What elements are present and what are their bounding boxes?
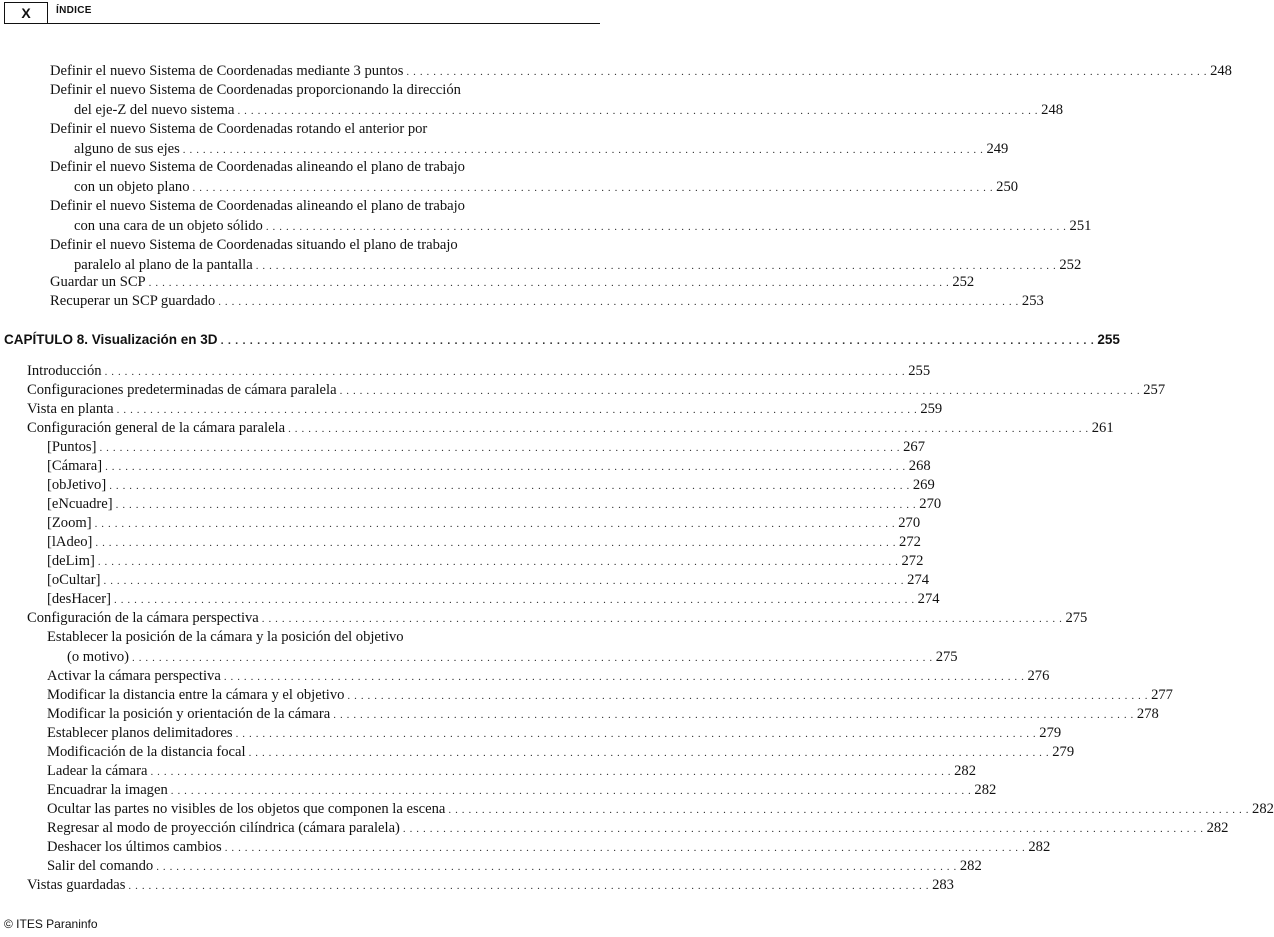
page-number: 276	[1027, 668, 1050, 684]
toc-entry	[50, 273, 975, 293]
toc-entry	[47, 628, 958, 667]
toc-entry	[47, 705, 1159, 725]
entry-title-line: Modificar la distancia entre la cámara y el objetivo	[47, 687, 345, 703]
dot-leader: . . . . . . . . . . . . . . . . . . . . . . . . . . . . . . . . . . . . . . . . . . . . . . . . . . . . . . . . . . . . . . . . . . . . . . . . . . . . . . . . . . . . . . . . . . . . . . . . . . . . . . . . . . . . . . . . . . . . . . . .	[156, 861, 957, 873]
dot-leader: . . . . . . . . . . . . . . . . . . . . . . . . . . . . . . . . . . . . . . . . . . . . . . . . . . . . . . . . . . . . . . . . . . . . . . . . . . . . . . . . . . . . . . . . . . . . . . . . . . . . . . . . . . . . . . . . . . . . . . . .	[402, 823, 1204, 835]
dot-leader: . . . . . . . . . . . . . . . . . . . . . . . . . . . . . . . . . . . . . . . . . . . . . . . . . . . . . . . . . . . . . . . . . . . . . . . . . . . . . . . . . . . . . . . . . . . . . . . . . . . . . . . . . . . . . . . . . . . . . . . .	[170, 785, 972, 797]
dot-leader: . . . . . . . . . . . . . . . . . . . . . . . . . . . . . . . . . . . . . . . . . . . . . . . . . . . . . . . . . . . . . . . . . . . . . . . . . . . . . . . . . . . . . . . . . . . . . . . . . . . . . . . . . . . . . . . . . . . . . . . .	[448, 804, 1250, 816]
entry-title-line: Definir el nuevo Sistema de Coordenadas situando el plano de trabajo	[50, 237, 458, 253]
entry-title-line: Definir el nuevo Sistema de Coordenadas rotando el anterior por	[50, 121, 428, 137]
page-number: 278	[1136, 706, 1159, 722]
entry-title-line: Modificación de la distancia focal	[47, 744, 246, 760]
toc-entry	[50, 120, 1009, 159]
toc-entry	[27, 876, 954, 896]
dot-leader: . . . . . . . . . . . . . . . . . . . . . . . . . . . . . . . . . . . . . . . . . . . . . . . . . . . . . . . . . . . . . . . . . . . . . . . . . . . . . . . . . . . . . . . . . . . . . . . . . . . . . . . . . . . . . . . . . . . . . . . .	[192, 181, 994, 194]
entry-title-line: [desHacer]	[47, 591, 112, 607]
page-number: 248	[1041, 101, 1064, 118]
dot-leader: . . . . . . . . . . . . . . . . . . . . . . . . . . . . . . . . . . . . . . . . . . . . . . . . . . . . . . . . . . . . . . . . . . . . . . . . . . . . . . . . . . . . . . . . . . . . . . . . . . . . . . . . . . . . . . . . . . . . . . . .	[114, 594, 915, 606]
entry-title-line: Ladear la cámara	[47, 763, 148, 779]
entry-title-line: Definir el nuevo Sistema de Coordenadas mediante 3 puntos	[50, 63, 404, 79]
toc-entry	[47, 533, 921, 553]
page-number: 282	[959, 858, 982, 874]
dot-leader: . . . . . . . . . . . . . . . . . . . . . . . . . . . . . . . . . . . . . . . . . . . . . . . . . . . . . . . . . . . . . . . . . . . . . . . . . . . . . . . . . . . . . . . . . . . . . . . . . . . . . . . . . . . . . . . . . . . . . . . .	[237, 104, 1039, 117]
entry-title-line: [Zoom]	[47, 515, 92, 531]
entry-title-line: (o motivo)	[67, 648, 130, 665]
page-number: 250	[996, 178, 1019, 195]
page-label: X	[21, 5, 31, 21]
page-number: 269	[912, 477, 935, 493]
dot-leader: . . . . . . . . . . . . . . . . . . . . . . . . . . . . . . . . . . . . . . . . . . . . . . . . . . . . . . . . . . . . . . . . . . . . . . . . . . . . . . . . . . . . . . . . . . . . . . . . . . . . . . . . . . . . . . . . . . . . . . . .	[95, 537, 897, 549]
dot-leader: . . . . . . . . . . . . . . . . . . . . . . . . . . . . . . . . . . . . . . . . . . . . . . . . . . . . . . . . . . . . . . . . . . . . . . . . . . . . . . . . . . . . . . . . . . . . . . . . . . . . . . . . . . . . . . . . . . . . . . . .	[116, 404, 918, 416]
dot-leader: . . . . . . . . . . . . . . . . . . . . . . . . . . . . . . . . . . . . . . . . . . . . . . . . . . . . . . . . . . . . . . . . . . . . . . . . . . . . . . . . . . . . . . . . . . . . . . . . . . . . . . . . . . . . . . . . . . . . . . . .	[288, 423, 1089, 435]
chapter-heading	[4, 330, 1120, 350]
page-number: 252	[1059, 256, 1082, 273]
dot-leader: . . . . . . . . . . . . . . . . . . . . . . . . . . . . . . . . . . . . . . . . . . . . . . . . . . . . . . . . . . . . . . . . . . . . . . . . . . . . . . . . . . . . . . . . . . . . . . . . . . . . . . . . . . . . . . . . . . . . . . . .	[94, 518, 896, 530]
entry-title-line: Regresar al modo de proyección cilíndrica (cámara paralela)	[47, 820, 400, 836]
header-rule	[47, 23, 600, 24]
dot-leader: . . . . . . . . . . . . . . . . . . . . . . . . . . . . . . . . . . . . . . . . . . . . . . . . . . . . . . . . . . . . . . . . . . . . . . . . . . . . . . . . . . . . . . . . . . . . . . . . . . . . . . . . . . . . . . . . . . . . . . . .	[105, 461, 906, 473]
page-number: 279	[1039, 725, 1062, 741]
toc-entry	[50, 236, 1082, 275]
page-number: 261	[1091, 420, 1114, 436]
entry-title-line: Deshacer los últimos cambios	[47, 839, 222, 855]
entry-title-line: con un objeto plano	[74, 178, 190, 195]
page-number: 272	[901, 553, 924, 569]
toc-entry	[27, 381, 1166, 401]
toc-entry	[47, 590, 940, 610]
entry-title-line: Establecer la posición de la cámara y la posición del objetivo	[47, 629, 404, 645]
entry-title-line: [eNcuadre]	[47, 496, 113, 512]
page-number: 248	[1210, 63, 1232, 79]
dot-leader: . . . . . . . . . . . . . . . . . . . . . . . . . . . . . . . . . . . . . . . . . . . . . . . . . . . . . . . . . . . . . . . . . . . . . . . . . . . . . . . . . . . . . . . . . . . . . . . . . . . . . . . . . . . . . . . . . . . . . . . .	[103, 575, 905, 587]
dot-leader: . . . . . . . . . . . . . . . . . . . . . . . . . . . . . . . . . . . . . . . . . . . . . . . . . . . . . . . . . . . . . . . . . . . . . . . . . . . . . . . . . . . . . . . . . . . . . . . . . . . . . . . . . . . . . . . . . . . . . . . .	[347, 690, 1149, 702]
toc-entry	[27, 419, 1114, 439]
entry-title-line: [oCultar]	[47, 572, 101, 588]
page-number-box	[4, 2, 48, 24]
toc-entry	[50, 81, 1064, 120]
page-number: 253	[1021, 293, 1044, 309]
page-number: 251	[1069, 217, 1092, 234]
dot-leader: . . . . . . . . . . . . . . . . . . . . . . . . . . . . . . . . . . . . . . . . . . . . . . . . . . . . . . . . . . . . . . . . . . . . . . . . . . . . . . . . . . . . . . . . . . . . . . . . . . . . . . . . . . . . . . . . . . . . . . . .	[104, 366, 906, 378]
page-number: 252	[952, 274, 975, 290]
toc-entry	[47, 819, 1229, 839]
entry-title-line: paralelo al plano de la pantalla	[74, 256, 253, 273]
entry-title-line: Definir el nuevo Sistema de Coordenadas alineando el plano de trabajo	[50, 198, 465, 214]
entry-title-line: Recuperar un SCP guardado	[50, 293, 216, 309]
page-number: 279	[1052, 744, 1075, 760]
toc-entry	[47, 800, 1274, 820]
toc-entry	[50, 197, 1092, 236]
entry-title-line: [deLim]	[47, 553, 95, 569]
entry-title-line: alguno de sus ejes	[74, 140, 180, 157]
toc-entry	[50, 158, 1019, 197]
dot-leader: . . . . . . . . . . . . . . . . . . . . . . . . . . . . . . . . . . . . . . . . . . . . . . . . . . . . . . . . . . . . . . . . . . . . . . . . . . . . . . . . . . . . . . . . . . . . . . . . . . . . . . . . . . . . . . . . . . . . . . . .	[224, 842, 1026, 854]
entry-title-line: [Cámara]	[47, 458, 103, 474]
toc-entry	[47, 476, 935, 496]
page-number: 270	[898, 515, 921, 531]
toc-entry	[27, 362, 931, 382]
entry-title-line: [lAdeo]	[47, 534, 93, 550]
page-number: 257	[1143, 382, 1166, 398]
dot-leader: . . . . . . . . . . . . . . . . . . . . . . . . . . . . . . . . . . . . . . . . . . . . . . . . . . . . . . . . . . . . . . . . . . . . . . . . . . . . . . . . . . . . . . . . . . . . . . . . . . . . . . . . . . . . . . . . . . . . . . . .	[182, 143, 984, 156]
toc-entry	[50, 292, 1044, 312]
page-number: 272	[899, 534, 921, 550]
dot-leader: . . . . . . . . . . . . . . . . . . . . . . . . . . . . . . . . . . . . . . . . . . . . . . . . . . . . . . . . . . . . . . . . . . . . . . . . . . . . . . . . . . . . . . . . . . . . . . . . . . . . . . . . . . . . . . . . . . . . . . . .	[218, 296, 1019, 308]
page-number: 255	[908, 363, 931, 379]
toc-entry	[47, 781, 997, 801]
entry-title-line: Vistas guardadas	[27, 877, 126, 893]
entry-title-line: Configuración general de la cámara paralela	[27, 420, 286, 436]
page-number: 274	[917, 591, 940, 607]
toc-entry	[47, 724, 1062, 744]
toc-entry	[50, 62, 1232, 82]
entry-title-line: [Puntos]	[47, 439, 97, 455]
dot-leader: . . . . . . . . . . . . . . . . . . . . . . . . . . . . . . . . . . . . . . . . . . . . . . . . . . . . . . . . . . . . . . . . . . . . . . . . . . . . . . . . . . . . . . . . . . . . . . . . . . . . . . . . . . . . . . . . . . . . . . . .	[132, 651, 933, 664]
entry-title-line: CAPÍTULO 8. Visualización en 3D	[4, 332, 218, 347]
toc-entry	[47, 762, 977, 782]
page-number: 275	[935, 648, 958, 665]
entry-title-line: Guardar un SCP	[50, 274, 146, 290]
entry-title-line: Introducción	[27, 363, 102, 379]
toc-entry	[27, 400, 943, 420]
footer-copyright: © ITES Paraninfo	[4, 917, 98, 931]
page-number: 255	[1097, 332, 1120, 347]
page-number: 282	[1028, 839, 1051, 855]
dot-leader: . . . . . . . . . . . . . . . . . . . . . . . . . . . . . . . . . . . . . . . . . . . . . . . . . . . . . . . . . . . . . . . . . . . . . . . . . . . . . . . . . . . . . . . . . . . . . . . . . . . . . . . . . . . . . . . . . . . . . . . .	[115, 499, 917, 511]
entry-title-line: Establecer planos delimitadores	[47, 725, 233, 741]
toc-entry	[47, 514, 921, 534]
dot-leader: . . . . . . . . . . . . . . . . . . . . . . . . . . . . . . . . . . . . . . . . . . . . . . . . . . . . . . . . . . . . . . . . . . . . . . . . . . . . . . . . . . . . . . . . . . . . . . . . . . . . . . . . . . . . . . . . . . . . . . . .	[109, 480, 910, 492]
dot-leader: . . . . . . . . . . . . . . . . . . . . . . . . . . . . . . . . . . . . . . . . . . . . . . . . . . . . . . . . . . . . . . . . . . . . . . . . . . . . . . . . . . . . . . . . . . . . . . . . . . . . . . . . . . . . . . . . . . . . . . . .	[339, 385, 1141, 397]
page-number: 277	[1151, 687, 1173, 703]
page-number: 283	[932, 877, 954, 893]
dot-leader: . . . . . . . . . . . . . . . . . . . . . . . . . . . . . . . . . . . . . . . . . . . . . . . . . . . . . . . . . . . . . . . . . . . . . . . . . . . . . . . . . . . . . . . . . . . . . . . . . . . . . . . . . . . . . . . . . . . . . . . .	[150, 766, 952, 778]
page-number: 282	[954, 763, 977, 779]
toc-entry	[47, 686, 1173, 706]
dot-leader: . . . . . . . . . . . . . . . . . . . . . . . . . . . . . . . . . . . . . . . . . . . . . . . . . . . . . . . . . . . . . . . . . . . . . . . . . . . . . . . . . . . . . . . . . . . . . . . . . . . . . . . . . . . . . . . . . . . . . . . .	[261, 613, 1063, 625]
entry-title-line: Salir del comando	[47, 858, 154, 874]
dot-leader: . . . . . . . . . . . . . . . . . . . . . . . . . . . . . . . . . . . . . . . . . . . . . . . . . . . . . . . . . . . . . . . . . . . . . . . . . . . . . . . . . . . . . . . . . . . . . . . . . . . . . . . . . . . . . . . . . . . . . . . .	[265, 220, 1067, 233]
page-number: 274	[907, 572, 930, 588]
entry-title-line: Ocultar las partes no visibles de los objetos que componen la escena	[47, 801, 446, 817]
page-number: 282	[1206, 820, 1229, 836]
toc-entry	[27, 609, 1088, 629]
dot-leader: . . . . . . . . . . . . . . . . . . . . . . . . . . . . . . . . . . . . . . . . . . . . . . . . . . . . . . . . . . . . . . . . . . . . . . . . . . . . . . . . . . . . . . . . . . . . . . . . . . . . . . . . . . . . . . . . . . . . . . . .	[220, 335, 1095, 347]
dot-leader: . . . . . . . . . . . . . . . . . . . . . . . . . . . . . . . . . . . . . . . . . . . . . . . . . . . . . . . . . . . . . . . . . . . . . . . . . . . . . . . . . . . . . . . . . . . . . . . . . . . . . . . . . . . . . . . . . . . . . . . .	[235, 728, 1037, 740]
page-number: 268	[908, 458, 931, 474]
toc-entry	[47, 552, 924, 572]
dot-leader: . . . . . . . . . . . . . . . . . . . . . . . . . . . . . . . . . . . . . . . . . . . . . . . . . . . . . . . . . . . . . . . . . . . . . . . . . . . . . . . . . . . . . . . . . . . . . . . . . . . . . . . . . . . . . . . . . . . . . . . .	[248, 747, 1050, 759]
page-number: 270	[919, 496, 942, 512]
entry-title-line: Encuadrar la imagen	[47, 782, 168, 798]
toc-entry	[47, 857, 982, 877]
entry-title-line: Definir el nuevo Sistema de Coordenadas proporcionando la dirección	[50, 82, 461, 98]
page-number: 275	[1065, 610, 1088, 626]
toc-entry	[47, 438, 926, 458]
page-number: 282	[1252, 801, 1274, 817]
entry-title-line: Definir el nuevo Sistema de Coordenadas alineando el plano de trabajo	[50, 159, 465, 175]
dot-leader: . . . . . . . . . . . . . . . . . . . . . . . . . . . . . . . . . . . . . . . . . . . . . . . . . . . . . . . . . . . . . . . . . . . . . . . . . . . . . . . . . . . . . . . . . . . . . . . . . . . . . . . . . . . . . . . . . . . . . . . .	[97, 556, 899, 568]
toc-entry	[47, 743, 1075, 763]
toc-entry	[47, 457, 931, 477]
entry-title-line: Modificar la posición y orientación de la cámara	[47, 706, 331, 722]
entry-title-line: Configuración de la cámara perspectiva	[27, 610, 259, 626]
toc-entry	[47, 838, 1051, 858]
dot-leader: . . . . . . . . . . . . . . . . . . . . . . . . . . . . . . . . . . . . . . . . . . . . . . . . . . . . . . . . . . . . . . . . . . . . . . . . . . . . . . . . . . . . . . . . . . . . . . . . . . . . . . . . . . . . . . . . . . . . . . . .	[223, 671, 1025, 683]
entry-title-line: [obJetivo]	[47, 477, 107, 493]
entry-title-line: con una cara de un objeto sólido	[74, 217, 263, 234]
section-title: ÍNDICE	[56, 5, 92, 16]
dot-leader: . . . . . . . . . . . . . . . . . . . . . . . . . . . . . . . . . . . . . . . . . . . . . . . . . . . . . . . . . . . . . . . . . . . . . . . . . . . . . . . . . . . . . . . . . . . . . . . . . . . . . . . . . . . . . . . . . . . . . . . .	[128, 880, 930, 892]
dot-leader: . . . . . . . . . . . . . . . . . . . . . . . . . . . . . . . . . . . . . . . . . . . . . . . . . . . . . . . . . . . . . . . . . . . . . . . . . . . . . . . . . . . . . . . . . . . . . . . . . . . . . . . . . . . . . . . . . . . . . . . .	[255, 259, 1057, 272]
toc-entry	[47, 495, 942, 515]
entry-title-line: Configuraciones predeterminadas de cámara paralela	[27, 382, 337, 398]
toc-entry	[47, 667, 1050, 687]
entry-title-line: del eje-Z del nuevo sistema	[74, 101, 235, 118]
page-number: 282	[974, 782, 997, 798]
entry-title-line: Activar la cámara perspectiva	[47, 668, 221, 684]
page-number: 249	[986, 140, 1009, 157]
page-number: 259	[920, 401, 943, 417]
dot-leader: . . . . . . . . . . . . . . . . . . . . . . . . . . . . . . . . . . . . . . . . . . . . . . . . . . . . . . . . . . . . . . . . . . . . . . . . . . . . . . . . . . . . . . . . . . . . . . . . . . . . . . . . . . . . . . . . . . . . . . . .	[148, 277, 950, 289]
dot-leader: . . . . . . . . . . . . . . . . . . . . . . . . . . . . . . . . . . . . . . . . . . . . . . . . . . . . . . . . . . . . . . . . . . . . . . . . . . . . . . . . . . . . . . . . . . . . . . . . . . . . . . . . . . . . . . . . . . . . . . . .	[406, 66, 1208, 78]
dot-leader: . . . . . . . . . . . . . . . . . . . . . . . . . . . . . . . . . . . . . . . . . . . . . . . . . . . . . . . . . . . . . . . . . . . . . . . . . . . . . . . . . . . . . . . . . . . . . . . . . . . . . . . . . . . . . . . . . . . . . . . .	[99, 442, 901, 454]
entry-title-line: Vista en planta	[27, 401, 114, 417]
dot-leader: . . . . . . . . . . . . . . . . . . . . . . . . . . . . . . . . . . . . . . . . . . . . . . . . . . . . . . . . . . . . . . . . . . . . . . . . . . . . . . . . . . . . . . . . . . . . . . . . . . . . . . . . . . . . . . . . . . . . . . . .	[333, 709, 1134, 721]
page-number: 267	[903, 439, 926, 455]
toc-entry	[47, 571, 930, 591]
page-header	[0, 0, 600, 30]
